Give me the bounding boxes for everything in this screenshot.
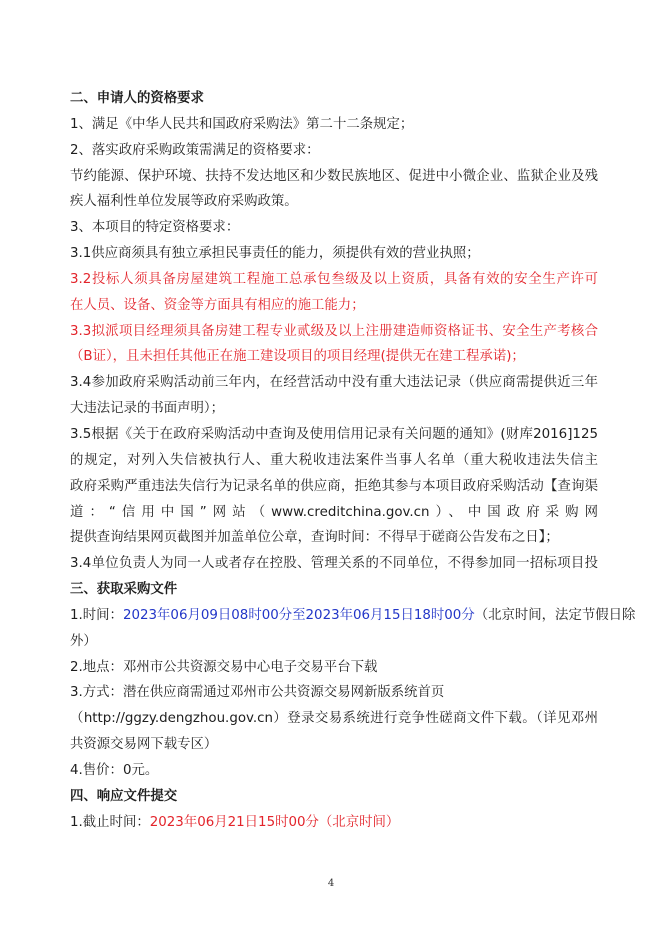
time-label: 1.时间： <box>70 607 123 623</box>
requirement-3-5-line: 3.5根据《关于在政府采购活动中查询及使用信用记录有关问题的通知》(财库2016]125 <box>70 426 598 442</box>
policy-text-line: 节约能源、保护环境、扶持不发达地区和少数民族地区、促进中小微企业、监狱企业及残 <box>70 168 598 184</box>
deadline-label: 1.截止时间： <box>70 814 150 830</box>
time-note: （北京时间，法定节假日除 <box>474 607 636 623</box>
deadline-line <box>70 810 598 836</box>
obtain-method-line: 共资源交易网下载专区） <box>70 737 218 753</box>
time-note-continued: 外） <box>70 633 97 649</box>
requirement-3-2-line: 3.2投标人须具备房屋建筑工程施工总承包叁级及以上资质，具备有效的安全生产许可 <box>70 271 598 287</box>
page-number: 4 <box>327 878 335 889</box>
time-value: 2023年06月09日08时00分至2023年06月15日18时00分 <box>122 607 475 623</box>
requirement-item-1: 1、满足《中华人民共和国政府采购法》第二十二条规定； <box>70 116 414 132</box>
section-heading-qualifications: 二、申请人的资格要求 <box>70 91 204 106</box>
obtain-method-line: （http://ggzy.dengzhou.gov.cn）登录交易系统进行竞争性磋商文件下载。（详见邓州 <box>70 711 598 727</box>
requirement-3-4b: 3.4单位负责人为同一人或者存在控股、管理关系的不同单位，不得参加同一招标项目投 <box>70 556 598 572</box>
requirement-3-5-line: 的规定，对列入失信被执行人、重大税收违法案件当事人名单（重大税收违法失信主 <box>70 452 598 468</box>
requirement-item-2: 2、落实政府采购政策需满足的资格要求： <box>70 142 320 158</box>
requirement-3-5-line: 道：“信用中国”网站（www.creditchina.gov.cn）、中国政府采购网 <box>70 504 598 520</box>
obtain-place: 2.地点：邓州市公共资源交易中心电子交易平台下载 <box>70 659 378 675</box>
requirement-item-3: 3、本项目的特定资格要求： <box>70 220 240 236</box>
section-heading-obtain-documents: 三、获取采购文件 <box>70 582 178 598</box>
requirement-3-4-line: 3.4参加政府采购活动前三年内，在经营活动中没有重大违法记录（供应商需提供近三年 <box>70 375 598 391</box>
policy-text-line: 疾人福利性单位发展等政府采购政策。 <box>70 194 298 210</box>
requirement-3-5-line: 提供查询结果网页截图并加盖单位公章，查询时间：不得早于磋商公告发布之日】； <box>70 530 559 546</box>
document-body <box>70 86 636 835</box>
requirement-3-5-line: 政府采购严重违法失信行为记录名单的供应商，拒绝其参与本项目政府采购活动【查询渠 <box>70 478 598 494</box>
obtain-method-line: 3.方式：潜在供应商需通过邓州市公共资源交易网新版系统首页 <box>70 685 445 701</box>
section-heading-submission: 四、响应文件提交 <box>70 788 178 804</box>
requirement-3-3-line: （B证），且未担任其他正在施工建设项目的项目经理(提供无在建工程承诺)； <box>70 349 525 365</box>
obtain-time-line <box>70 603 636 629</box>
deadline-value: 2023年06月21日15时00分（北京时间） <box>149 814 400 830</box>
requirement-3-1: 3.1供应商须具有独立承担民事责任的能力，须提供有效的营业执照； <box>70 246 480 262</box>
requirement-3-4-line: 大违法记录的书面声明）； <box>70 401 224 417</box>
document-price: 4.售价：0元。 <box>70 762 159 778</box>
requirement-3-3-line: 3.3拟派项目经理须具备房建工程专业贰级及以上注册建造师资格证书、安全生产考核合 <box>70 323 598 339</box>
requirement-3-2-line: 在人员、设备、资金等方面具有相应的施工能力； <box>70 297 365 313</box>
